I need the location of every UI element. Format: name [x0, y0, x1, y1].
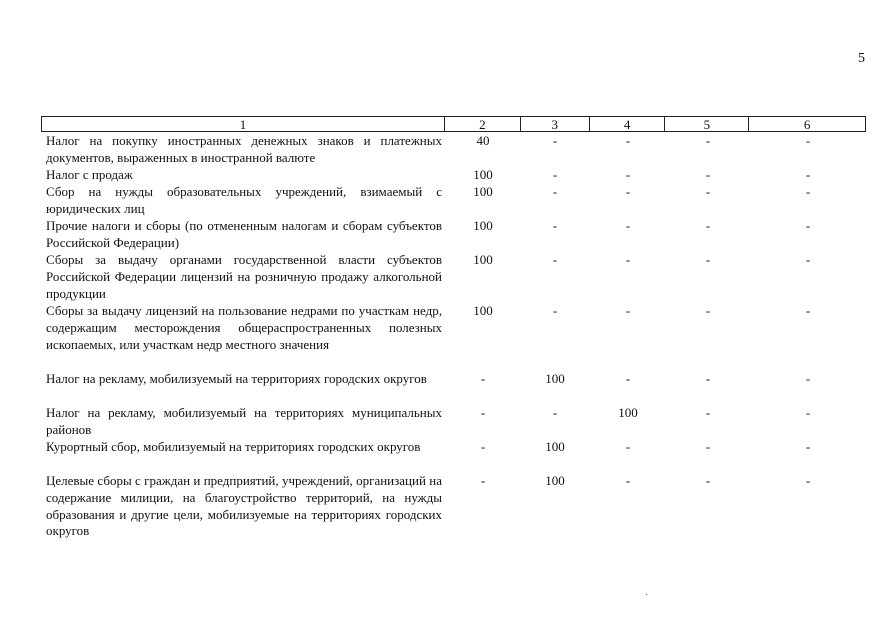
page-number: 5	[858, 51, 865, 66]
row-value-col4: -	[625, 473, 631, 488]
row-value-col4: -	[625, 252, 631, 267]
row-value-col4: -	[625, 303, 631, 318]
row-name: Сборы за выдачу лицензий на пользование недрами по участкам недр, содержащим месторождения общераспространенных полезных ископаемых, или участкам недр местного значения	[46, 303, 442, 352]
row-value-col2: 100	[473, 218, 493, 233]
row-value-col6: -	[805, 405, 811, 420]
row-value-col3: 100	[545, 473, 565, 488]
row-name: Сбор на нужды образовательных учреждений, взимаемый с юридических лиц	[46, 184, 442, 216]
row-value-col2: 40	[476, 133, 490, 148]
row-value-col5: -	[705, 303, 711, 318]
scan-speck: ·	[645, 590, 649, 601]
row-value-col5: -	[705, 371, 711, 386]
row-value-col3: 100	[545, 439, 565, 454]
row-value-col6: -	[805, 371, 811, 386]
row-value-col6: -	[805, 473, 811, 488]
row-value-col4: 100	[618, 405, 638, 420]
table-header-row	[41, 116, 866, 132]
row-value-col3: -	[552, 167, 558, 182]
header-cell-2: 2	[445, 117, 521, 131]
row-value-col2: 100	[473, 184, 493, 199]
row-value-col5: -	[705, 218, 711, 233]
row-name: Налог с продаж	[46, 167, 133, 182]
row-value-col4: -	[625, 439, 631, 454]
row-value-col6: -	[805, 303, 811, 318]
header-cell-5: 5	[665, 117, 749, 131]
header-cell-3: 3	[521, 117, 590, 131]
row-value-col2: 100	[473, 167, 493, 182]
row-value-col5: -	[705, 184, 711, 199]
row-value-col6: -	[805, 218, 811, 233]
row-value-col3: 100	[545, 371, 565, 386]
row-name: Сборы за выдачу органами государственной власти субъектов Российской Федерации лицензий на розничную продажу алкогольной продукции	[46, 252, 442, 301]
row-value-col3: -	[552, 405, 558, 420]
row-value-col6: -	[805, 133, 811, 148]
row-value-col5: -	[705, 473, 711, 488]
row-value-col6: -	[805, 252, 811, 267]
row-value-col3: -	[552, 218, 558, 233]
row-value-col3: -	[552, 184, 558, 199]
row-value-col4: -	[625, 218, 631, 233]
header-cell-6: 6	[803, 117, 811, 132]
row-value-col3: -	[552, 252, 558, 267]
row-name: Курортный сбор, мобилизуемый на территориях городских округов	[46, 439, 421, 454]
row-value-col6: -	[805, 167, 811, 182]
row-value-col2: -	[480, 405, 486, 420]
header-cell-4: 4	[590, 117, 666, 131]
row-value-col4: -	[625, 167, 631, 182]
row-value-col3: -	[552, 133, 558, 148]
row-value-col4: -	[625, 371, 631, 386]
row-value-col2: 100	[473, 252, 493, 267]
row-name: Налог на рекламу, мобилизуемый на территориях муниципальных районов	[46, 405, 442, 437]
row-value-col2: 100	[473, 303, 493, 318]
row-value-col6: -	[805, 439, 811, 454]
row-name: Налог на рекламу, мобилизуемый на территориях городских округов	[46, 371, 427, 386]
row-value-col2: -	[480, 473, 486, 488]
row-value-col4: -	[625, 184, 631, 199]
row-value-col2: -	[480, 371, 486, 386]
row-value-col5: -	[705, 439, 711, 454]
row-value-col3: -	[552, 303, 558, 318]
row-value-col2: -	[480, 439, 486, 454]
row-name: Целевые сборы с граждан и предприятий, учреждений, организаций на содержание милиции, на благоустройство территорий, на нужды образования и другие цели, мобилизуемые на территориях городских округов	[46, 473, 442, 539]
row-value-col5: -	[705, 167, 711, 182]
row-value-col4: -	[625, 133, 631, 148]
row-value-col5: -	[705, 133, 711, 148]
row-name: Налог на покупку иностранных денежных знаков и платежных документов, выраженных в иностранной валюте	[46, 133, 442, 165]
row-name: Прочие налоги и сборы (по отмененным налогам и сборам субъектов Российской Федерации)	[46, 218, 442, 250]
row-value-col6: -	[805, 184, 811, 199]
row-value-col5: -	[705, 405, 711, 420]
row-value-col5: -	[705, 252, 711, 267]
header-cell-1: 1	[42, 117, 445, 131]
